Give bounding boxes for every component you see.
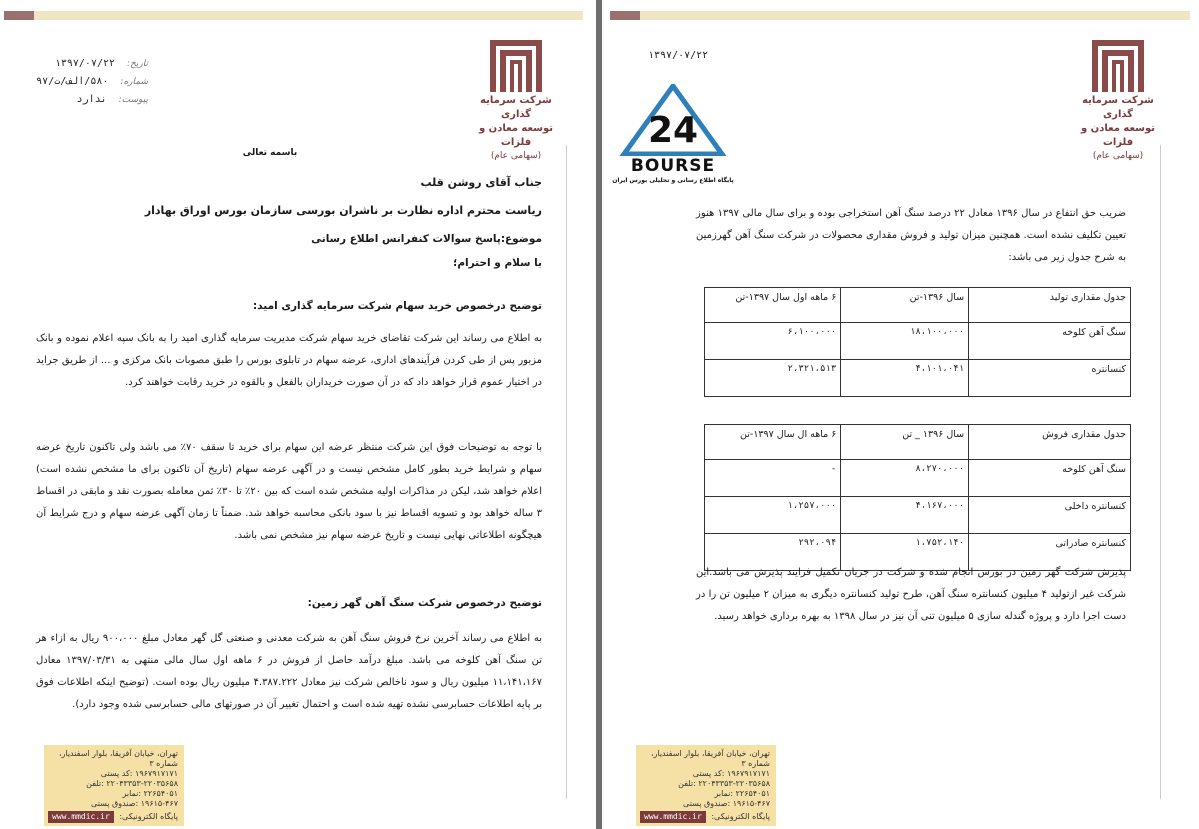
company-name-line2: توسعه معادن و فلزات	[1080, 123, 1155, 148]
svg-text:24: 24	[647, 110, 699, 151]
table-cell: ۱۸،۱۰۰،۰۰۰	[841, 323, 969, 360]
bourse-24-icon	[610, 84, 736, 156]
date-label: تاریخ:	[127, 59, 148, 69]
footer-address: تهران، خیابان آفریقا، بلوار اسفندیار، شماره ۳	[58, 749, 178, 768]
closing-paragraph: پذیرش شرکت گهر زمین در بورس انجام شده و شرکت در جریان تکمیل فرایند پذیرش می باشد.این شرکت غیر ازتولید ۴ میلیون کنسانتره سنگ آهن، طرح تولید کنسانتره دیگری به میزان ۲ میلیون تن را در دست اجرا دارد و پروژه گندله سازی ۵ میلیون تنی آن نیز در سال ۱۳۹۸ به بهره برداری خواهد رسید.	[696, 567, 1126, 622]
table-header-cell: جدول مقداری فروش	[969, 425, 1131, 460]
page2-date: ۱۳۹۷/۰۷/۲۲	[648, 50, 709, 61]
footer-phone: ۲۲۰۴۳۳۵۳-۲۲۰۳۵۶۵۸ :تلفن	[86, 779, 178, 788]
table-row	[705, 360, 1131, 397]
footer-fax: ۲۲۶۵۴۰۵۱ :نمابر	[714, 789, 770, 798]
table-cell: -	[705, 460, 841, 497]
table-row	[705, 323, 1131, 360]
letter-page-2	[602, 0, 1199, 829]
bourse-watermark-logo	[610, 84, 736, 189]
table-cell: ۴،۱۶۷،۰۰۰	[841, 497, 969, 534]
section2-paragraph: به اطلاع می رساند آخرین نرخ فروش سنگ آهن به شرکت معدنی و صنعتی گل گهر معادل مبلغ ۹۰۰،۰۰۰ ریال به ازاء هر تن سنگ آهن کلوخه می باشد. مبلغ درآمد حاصل از فروش در ۶ ماهه اول سال مالی منتهی به ۱۳۹۷/۰۳/۳۱ معادل ۱۱،۱۴۱،۱۶۷ میلیون ریال و سود ناخالص شرکت نیز معادل ۴.۳۸۷.۲۲۲ میلیون ریال بوده است. (توضیح اینکه اطلاعات فوق بر پایه اطلاعات حسابرسی نشده تهیه شده است و احتمال تغییر آن در صورتهای مالی حسابرسی شده وجود دارد).	[36, 633, 543, 710]
number-label: شماره:	[120, 77, 148, 87]
footer-postal-code: ۱۹۶۷۹۱۷۱۷۱ :کد پستی	[100, 769, 178, 778]
letter-footer	[636, 745, 776, 826]
table-row	[705, 460, 1131, 497]
table-cell: ۸،۲۷۰،۰۰۰	[841, 460, 969, 497]
footer-address: تهران، خیابان آفریقا، بلوار اسفندیار، شماره ۳	[650, 749, 770, 768]
section2-heading: توضیح درخصوص شرکت سنگ آهن گهر زمین:	[307, 597, 542, 609]
section1-paragraph1: به اطلاع می رساند این شرکت تقاضای خرید سهام شرکت مدیریت سرمایه گذاری امید را به بانک سپه اعلام نموده و بانک مزبور پس از طی کردن فرآیندهای اداری، عرضه سهام در تابلوی بورس را طبق مصوبات بانک مرکزی و ... از طریق جراید در اختیار عموم قرار خواهد داد که در آن صورت خریداران بالفعل و بالقوه در خرید رقابت خواهند کرد.	[36, 333, 542, 388]
recipient-title: ریاست محترم اداره نظارت بر ناشران بورسی سازمان بورس اوراق بهادار	[144, 204, 542, 217]
section1-paragraph2: با توجه به توضیحات فوق این شرکت منتظر عرضه این سهام برای خرید تا سقف ۷۰٪ می باشد ولی تاکنون تاریخ عرضه سهام و شرایط خرید بطور کامل مشخص نیست و در آگهی عرضه سهام (تاریخ آن تاکنون برای ما مشخص نشده است) اعلام خواهد شد، لیکن در مذاکرات اولیه مشخص شده است که بین ۲۰٪ تا ۳۰٪ ثمن معامله بصورت نقد و مابقی در اقساط ۳ ساله خواهد بود و تسویه اقساط نیز با سود بانکی محاسبه خواهد شد. ضمناً تا زمان آگهی عرضه سهام و درج شرایط آن هیچگونه اطلاعاتی نهایی نیست و تاریخ عرضه سهام نیز مشخص نمی باشد.	[36, 442, 543, 541]
footer-postal-code: ۱۹۶۷۹۱۷۱۷۱ :کد پستی	[692, 769, 770, 778]
table-row	[705, 497, 1131, 534]
letter-footer	[44, 745, 184, 826]
attachment-label: پیوست:	[118, 95, 148, 105]
letter-page-1	[0, 0, 596, 829]
table-cell: ۴،۱۰۱،۰۴۱	[841, 360, 969, 397]
company-logo-icon	[1090, 38, 1146, 94]
footer-website-label: پایگاه الکترونیکی:	[119, 812, 178, 821]
table-header-cell: ۶ ماهه ا‌ل سال ۱۳۹۷-تن	[705, 425, 841, 460]
table-cell: ۲۹۲،۰۹۴	[705, 534, 841, 571]
table-cell: ۲،۳۲۱،۵۱۳	[705, 360, 841, 397]
bourse-subtitle: پایگاه اطلاع رسانی و تحلیلی بورس ایران	[612, 177, 734, 184]
date-value: ۱۳۹۷/۰۷/۲۲	[54, 58, 116, 69]
attachment-value: ندارد	[76, 94, 107, 105]
recipient-name: جناب آقای روشن قلب	[420, 176, 542, 189]
table-header-cell: جدول مقداری تولید	[969, 288, 1131, 323]
footer-po-box: ۱۹۶۱۵-۴۶۷ :صندوق پستی	[683, 799, 770, 808]
company-name-line2: توسعه معادن و فلزات	[478, 123, 553, 148]
table-header-row	[705, 425, 1131, 460]
footer-fax: ۲۲۶۵۴۰۵۱ :نمابر	[122, 789, 178, 798]
company-name-line1: شرکت سرمایه گذاری	[1082, 95, 1154, 120]
table-header-row	[705, 288, 1131, 323]
top-stripe	[610, 11, 1190, 20]
letter-meta	[36, 58, 148, 112]
footer-po-box: ۱۹۶۱۵-۴۶۷ :صندوق پستی	[91, 799, 178, 808]
table-header-cell: ۶ ماهه اول سال ۱۳۹۷-تن	[705, 288, 841, 323]
table-cell: کنسانتره	[969, 360, 1131, 397]
company-logo	[466, 38, 566, 162]
table-cell: کنسانتره داخلی	[969, 497, 1131, 534]
footer-website: www.mmdic.ir	[640, 811, 706, 823]
company-logo-icon	[488, 38, 544, 94]
table-cell: ۶،۱۰۰،۰۰۰	[705, 323, 841, 360]
company-name-line1: شرکت سرمایه گذاری	[480, 95, 552, 120]
intro-paragraph: ضریب حق انتفاع در سال ۱۳۹۶ معادل ۲۲ درصد سنگ آهن استخراجی بوده و برای سال مالی ۱۳۹۷ هنوز تعیین تکلیف نشده است. همچنین میزان تولید و فروش مقداری محصولات در شرکت سنگ آهن گهرزمین به شرح جدول زیر می باشد:	[696, 208, 1126, 263]
table-header-cell: سال ۱۳۹۶ _ تن	[841, 425, 969, 460]
company-type: (سهامی عام)	[490, 151, 542, 161]
table-cell: ۱،۲۵۷،۰۰۰	[705, 497, 841, 534]
table-cell: سنگ آهن کلوخه	[969, 460, 1131, 497]
production-table	[704, 287, 1131, 397]
letter-subject: موضوع:پاسخ سوالات کنفرانس اطلاع رسانی	[311, 233, 542, 245]
footer-website: www.mmdic.ir	[48, 811, 114, 823]
footer-website-label: پایگاه الکترونیکی:	[711, 812, 770, 821]
company-type: (سهامی عام)	[1092, 151, 1144, 161]
section1-heading: توضیح درخصوص خرید سهام شرکت سرمایه گذاری امید:	[253, 300, 542, 312]
footer-phone: ۲۲۰۴۳۳۵۳-۲۲۰۳۵۶۵۸ :تلفن	[678, 779, 770, 788]
margin-line	[1160, 145, 1161, 799]
greeting: با سلام و احترام؛	[453, 257, 542, 269]
table-cell: ۱،۷۵۲،۱۴۰	[841, 534, 969, 571]
company-logo	[1068, 38, 1168, 162]
number-value: ۵۸۰/الف/ت/۹۷	[36, 76, 109, 87]
sales-table	[704, 424, 1131, 571]
bismillah: باسمه تعالی	[242, 148, 298, 158]
table-cell: کنسانتره صادراتی	[969, 534, 1131, 571]
margin-line	[566, 145, 567, 799]
top-stripe	[4, 11, 583, 20]
table-header-cell: سال ۱۳۹۶-تن	[841, 288, 969, 323]
bourse-word: BOURSE	[630, 156, 716, 176]
table-cell: سنگ آهن کلوخه	[969, 323, 1131, 360]
